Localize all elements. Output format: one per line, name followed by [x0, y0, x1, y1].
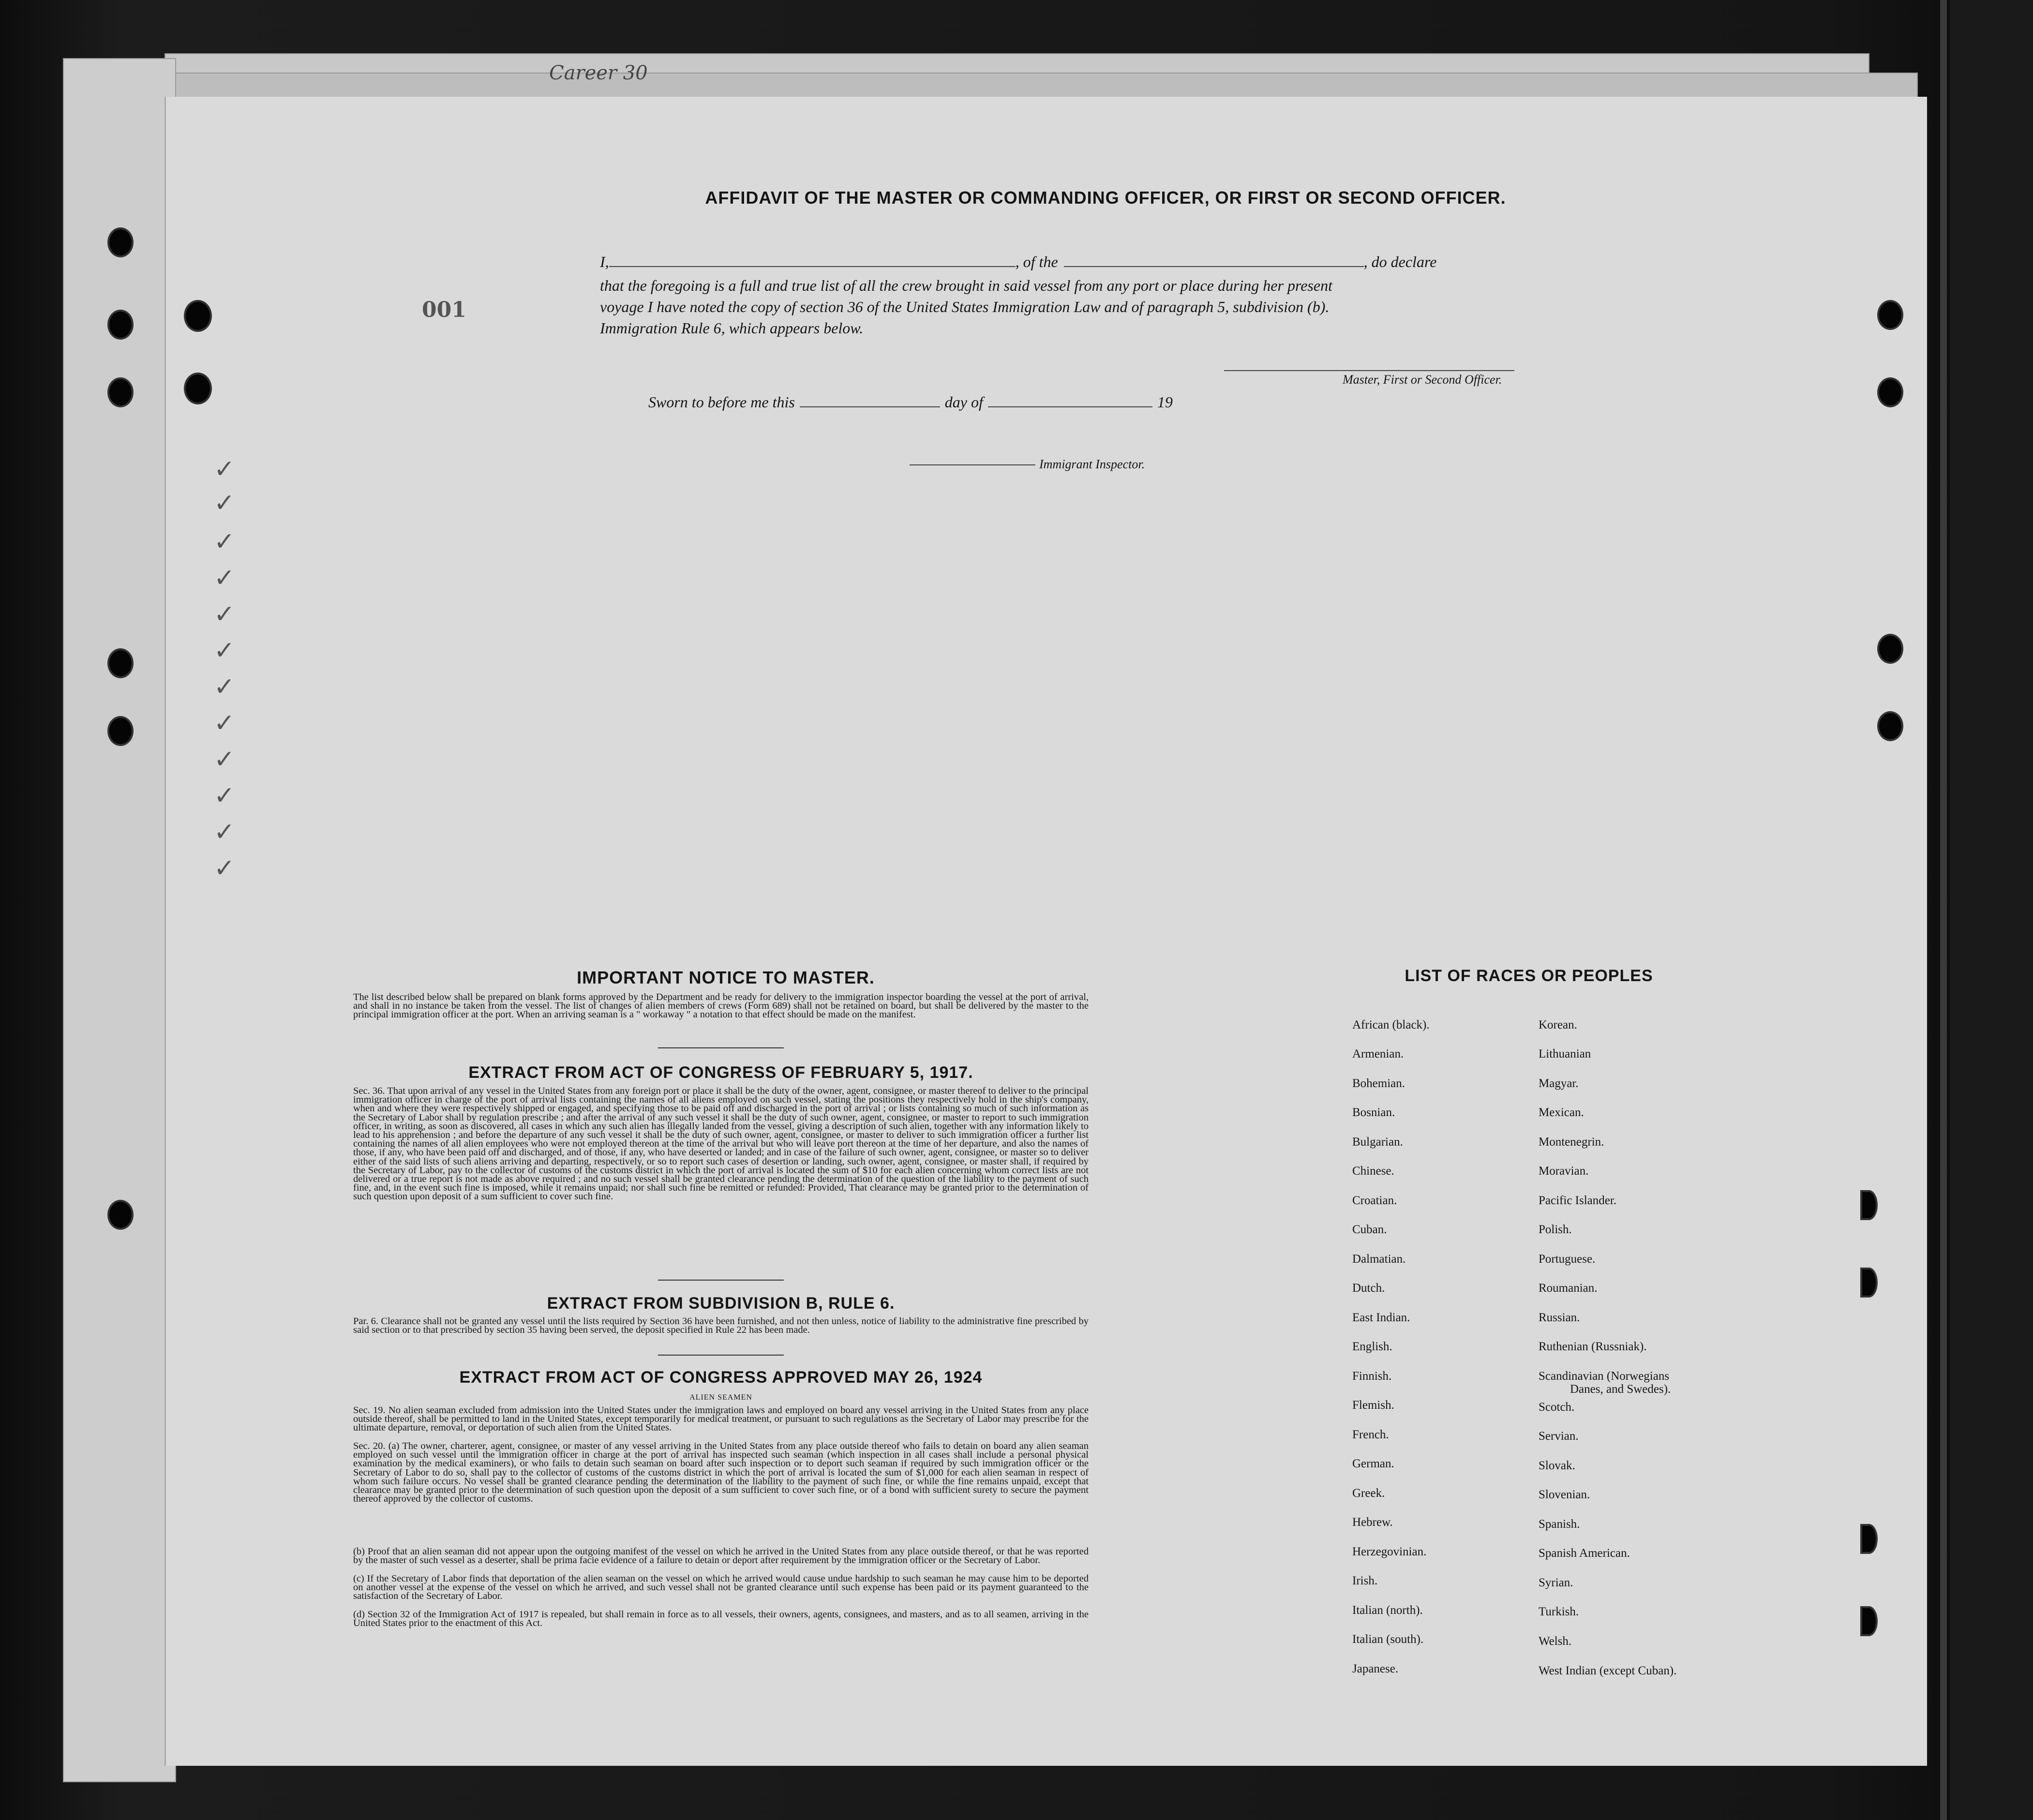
affidavit-line-1 [600, 252, 1436, 271]
extract-1924-subtitle: ALIEN SEAMEN [689, 1393, 752, 1402]
sworn-text: Sworn to before me this [648, 393, 795, 411]
race-item: Finnish. [1352, 1370, 1392, 1383]
check-mark: ✓ [214, 672, 235, 701]
name-blank [609, 252, 1016, 267]
check-mark: ✓ [214, 709, 235, 738]
extract-1924-title: EXTRACT FROM ACT OF CONGRESS APPROVED MAY 26, 1924 [459, 1368, 983, 1387]
check-mark: ✓ [214, 745, 235, 774]
stamp-number: 001 [422, 298, 466, 322]
extract-rule6-title: EXTRACT FROM SUBDIVISION B, RULE 6. [547, 1294, 895, 1313]
master-signature-line [1224, 370, 1514, 371]
race-item: Portuguese. [1539, 1253, 1596, 1266]
extract-1924-sec20b: (b) Proof that an alien seaman did not appear upon the outgoing manifest of the vessel on which he arrived in the United States from any place outside thereof, or that he was reported by the master of such vessel as a deserter, shall be prima facie evidence of a failure to detain or deport after requirement by the immigration officer or the Secretary of Labor. [353, 1546, 1089, 1566]
affidavit-of-the: , of the [1015, 253, 1058, 270]
race-item: Armenian. [1352, 1047, 1404, 1060]
extract-1924-sec19: Sec. 19. No alien seaman excluded from admission into the United States under the immigration laws and employed on board any vessel arriving in the United States from any place outside thereof, shall be permitted to land in the United States, except temporarily for medical treatment, or pursuant to such regulations as the Secretary of Labor may prescribe for the ultimate departure, removal, or deportation of such alien from the United States. [353, 1405, 1089, 1433]
notice-title: IMPORTANT NOTICE TO MASTER. [577, 968, 875, 987]
divider [658, 1280, 784, 1281]
sworn-year: 19 [1157, 393, 1173, 411]
check-mark: ✓ [214, 636, 235, 665]
race-item: East Indian. [1352, 1311, 1410, 1324]
check-mark: ✓ [214, 600, 235, 629]
check-mark: ✓ [214, 818, 235, 847]
race-item: German. [1352, 1457, 1394, 1470]
binder-hole [1877, 711, 1903, 741]
manifest-page [164, 97, 1927, 1766]
race-item: Spanish. [1539, 1518, 1580, 1531]
extract-1924-sec20a: Sec. 20. (a) The owner, charterer, agent, consignee, or master of any vessel arriving in the United States from any place outside thereof who fails to detain on board any alien seaman employed on such vessel until the immigration officer in charge at the port of arrival has inspected such seaman (which inspection in all cases shall include a personal physical examination by the medical examiners), or who fails to detain such seaman on board after such inspection or to deport such seaman if required by such immigration officer or the Secretary of Labor to do so, shall pay to the collector of customs of the customs district in which the port of arrival is located the sum of $1,000 for each alien seaman in respect of whom such failure occurs. No vessel shall be granted clearance pending the determination of the liability to the payment of such fine, or while the fine remains unpaid, except that clearance may be granted prior to the determination of such question upon the deposit of a sum sufficient to cover such fine, or of a bond with sufficient surety to secure the payment thereof approved by the collector of customs. [353, 1441, 1089, 1505]
race-item: Magyar. [1539, 1077, 1579, 1090]
binder-hole [107, 1200, 134, 1230]
check-mark: ✓ [214, 564, 235, 593]
race-item: Mexican. [1539, 1106, 1584, 1119]
master-signature-caption: Master, First or Second Officer. [1343, 373, 1502, 387]
inspector-signature-caption: Immigrant Inspector. [1039, 457, 1145, 471]
race-item: Scotch. [1539, 1401, 1575, 1414]
race-item: Scandinavian (Norwegians [1539, 1370, 1670, 1383]
binder-hole [1860, 1190, 1878, 1220]
race-item: Dalmatian. [1352, 1253, 1406, 1266]
affidavit-line-3: voyage I have noted the copy of section 36 of the United States Immigration Law and of paragraph 5, subdivision (b). [600, 298, 1330, 315]
inspector-signature-line [910, 464, 1035, 465]
binder-edge-right [1940, 0, 1947, 1820]
race-item: Spanish American. [1539, 1547, 1630, 1560]
extract-1917-title: EXTRACT FROM ACT OF CONGRESS OF FEBRUARY 5, 1917. [468, 1063, 973, 1082]
race-item: Herzegovinian. [1352, 1545, 1427, 1558]
affidavit-line-4: Immigration Rule 6, which appears below. [600, 319, 864, 337]
race-item: Syrian. [1539, 1576, 1573, 1589]
race-item: Cuban. [1352, 1223, 1387, 1236]
race-item: French. [1352, 1428, 1389, 1441]
binder-hole [107, 310, 134, 340]
race-item: Slovenian. [1539, 1488, 1590, 1501]
check-mark: ✓ [214, 854, 235, 883]
sworn-day-of: day of [944, 393, 983, 411]
race-item: West Indian (except Cuban). [1539, 1664, 1677, 1677]
race-item: Flemish. [1352, 1399, 1394, 1412]
race-item: Ruthenian (Russniak). [1539, 1340, 1647, 1353]
binder-hole [107, 716, 134, 746]
binder-hole [107, 227, 134, 257]
affidavit-title: AFFIDAVIT OF THE MASTER OR COMMANDING OFFICER, OR FIRST OR SECOND OFFICER. [705, 188, 1506, 208]
race-item: Greek. [1352, 1487, 1385, 1500]
race-item: Bulgarian. [1352, 1135, 1403, 1149]
race-item: Lithuanian [1539, 1047, 1591, 1060]
races-title: LIST OF RACES OR PEOPLES [1405, 967, 1653, 985]
extract-rule6-body: Par. 6. Clearance shall not be granted any vessel until the lists required by Section 36 have been furnished, and not then unless, notice of liability to the administrative fine prescribed by said section or to that prescribed by section 35 having been served, the deposit specified in Rule 22 has been made. [353, 1316, 1089, 1336]
race-item: African (black). [1352, 1018, 1430, 1031]
race-item: Russian. [1539, 1311, 1580, 1324]
extract-1924-sec20c: (c) If the Secretary of Labor finds that deportation of the alien seaman on the vessel on which he arrived would cause undue hardship to such seaman he may cause him to be deported on another vessel at the expense of the vessel on which he arrived, and such vessel shall not be granted clearance until such expense has been paid or its payment guaranteed to the satisfaction of the Secretary of Labor. [353, 1573, 1089, 1602]
handwritten-header: Career 30 [549, 62, 648, 84]
binder-hole [107, 648, 134, 678]
race-item: Roumanian. [1539, 1282, 1598, 1295]
notice-body: The list described below shall be prepared on blank forms approved by the Department and be ready for delivery to the immigration inspector boarding the vessel at the port of arrival, and shall in no instance be taken from the vessel. The list of changes of alien members of crews (Form 689) shall not be retained on board, but shall be delivered by the master to the principal immigration officer at the port. When an arriving seaman is a " workaway " a notation to that effect should be made on the manifest. [353, 992, 1089, 1020]
race-item: Pacific Islander. [1539, 1194, 1617, 1207]
affidavit-i: I, [600, 253, 609, 270]
binder-hole [1860, 1606, 1878, 1636]
race-item: Servian. [1539, 1430, 1579, 1443]
sworn-day-blank [800, 392, 940, 407]
check-mark: ✓ [214, 781, 235, 810]
vessel-blank [1064, 252, 1364, 267]
divider [658, 1355, 784, 1356]
extract-1924-sec20d: (d) Section 32 of the Immigration Act of 1917 is repealed, but shall remain in force as to all vessels, their owners, agents, consignees, and masters, and as to all seamen, arriving in the United States prior to the enactment of this Act. [353, 1609, 1089, 1629]
race-item-continuation: Danes, and Swedes). [1570, 1383, 1671, 1396]
race-item: Croatian. [1352, 1194, 1397, 1207]
divider [658, 1047, 784, 1048]
race-item: Moravian. [1539, 1164, 1589, 1178]
binder-hole [1860, 1268, 1878, 1298]
race-item: Dutch. [1352, 1282, 1385, 1295]
affidavit-line-2: that the foregoing is a full and true list of all the crew brought in said vessel from any port or place during her present [600, 277, 1332, 294]
race-item: Irish. [1352, 1574, 1378, 1587]
race-item: Polish. [1539, 1223, 1572, 1236]
binder-hole [107, 377, 134, 407]
sworn-line [648, 392, 1173, 411]
binder-hole [1877, 634, 1903, 664]
check-mark: ✓ [214, 489, 235, 518]
race-item: English. [1352, 1340, 1392, 1353]
race-item: Chinese. [1352, 1164, 1394, 1178]
binder-hole [184, 373, 212, 404]
binder-strip-right [1950, 0, 2033, 1820]
race-item: Korean. [1539, 1018, 1577, 1031]
binder-hole [1860, 1524, 1878, 1554]
binder-hole [184, 300, 212, 332]
binder-hole [1877, 300, 1903, 330]
sworn-month-blank [988, 392, 1152, 407]
affidavit-declare: , do declare [1363, 253, 1437, 270]
race-item: Bohemian. [1352, 1077, 1405, 1090]
extract-1917-body: Sec. 36. That upon arrival of any vessel in the United States from any foreign port or place it shall be the duty of the owner, agent, consignee, or master thereof to deliver to the principal immigration officer in charge of the port of arrival lists containing the names of all aliens employed on such vessel, stating the positions they respectively hold in the ship's company, when and where they were respectively shipped or engaged, and specifying those to be paid off and discharged in the port of arrival ; or lists containing so much of such information as the Secretary of Labor shall by regulation prescribe ; and after the arrival of any such vessel it shall be the duty of such owner, agent, consignee, or master to report to such immigration officer, in writing, as soon as discovered, all cases in which any such alien has illegally landed from the vessel, giving a description of such alien, together with any information likely to lead to his apprehension ; and before the departure of any such vessel it shall be the duty of such owner, agent, consignee, or master to deliver to such immigration officer a further list containing the names of all alien employees who were not employed thereon at the time of the arrival but who will leave port thereon at the time of her departure, and also the names of those, if any, who have been paid off and discharged, and of those, if any, who have deserted or landed; and in case of the failure of such owner, agent, consignee, or master so to deliver either of the said lists of such aliens arriving and departing, respectively, or so to report such cases of desertion or landing, such owner, agent, consignee, or master shall, if required by the Secretary of Labor, pay to the collector of customs of the customs district in which the port of arrival is located the sum of $10 for each alien concerning whom correct lists are not delivered or a true report is not made as above required ; and no such vessel shall be granted clearance pending the determination of the question of the liability to the payment of such fine, and, in the event such fine is imposed, while it remains unpaid; nor shall such fine be remitted or refunded: Provided, That clearance may be granted prior to the determination of such question upon deposit of a sum sufficient to cover such fine. [353, 1086, 1089, 1202]
race-item: Montenegrin. [1539, 1135, 1604, 1149]
race-item: Bosnian. [1352, 1106, 1395, 1119]
race-item: Italian (south). [1352, 1633, 1424, 1646]
check-mark: ✓ [214, 527, 235, 556]
race-item: Slovak. [1539, 1459, 1575, 1472]
race-item: Japanese. [1352, 1662, 1399, 1675]
race-item: Italian (north). [1352, 1604, 1423, 1617]
race-item: Welsh. [1539, 1635, 1572, 1648]
race-item: Turkish. [1539, 1605, 1579, 1618]
check-mark: ✓ [214, 455, 235, 484]
race-item: Hebrew. [1352, 1516, 1393, 1529]
binder-hole [1877, 377, 1903, 407]
